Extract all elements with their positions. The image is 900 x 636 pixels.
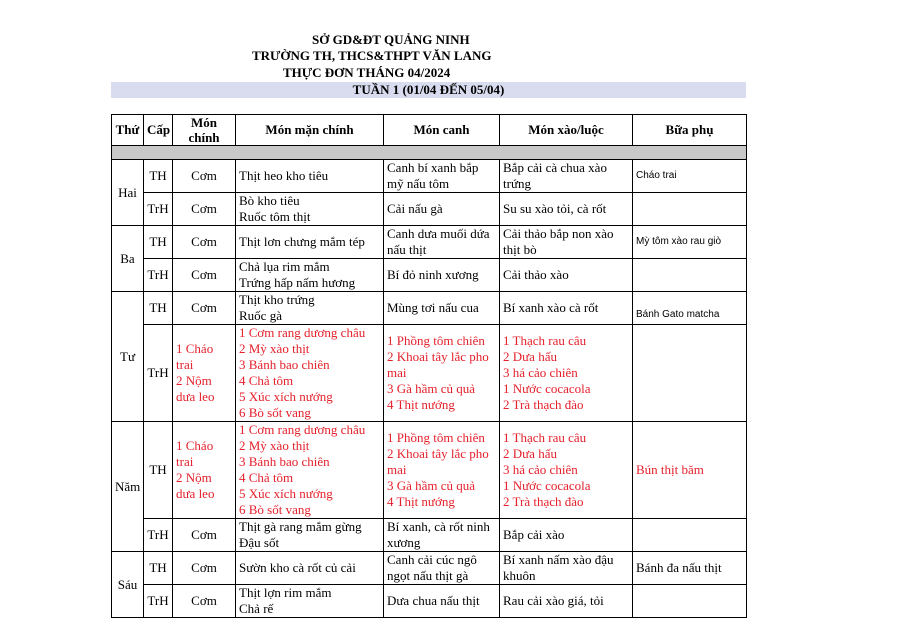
- dish-line: mỹ nấu tôm: [387, 176, 450, 191]
- dish-line: trai: [176, 454, 194, 469]
- soup-cell: [384, 226, 500, 259]
- col-header-mon-canh: Món canh: [384, 115, 500, 146]
- snack-cell: Bánh đa nấu thịt: [633, 552, 747, 585]
- snack-cell: Bún thịt băm: [633, 422, 747, 519]
- dish-line: thịt bò: [503, 242, 537, 257]
- soup-cell: [384, 422, 500, 519]
- soup-cell: [384, 193, 500, 226]
- dish-line: Bí xanh, cà rốt ninh: [387, 519, 490, 534]
- level-cell: TH: [144, 160, 173, 193]
- dish-line: Thịt gà rang mắm gừng: [239, 519, 362, 534]
- snack-cell: Bánh Gato matcha: [633, 292, 747, 325]
- stirfry-cell: [500, 226, 633, 259]
- dish-line: 3 há cảo chiên: [503, 365, 578, 380]
- table-header-row: [112, 115, 747, 146]
- dish-line: Bí xanh nấm xào đậu: [503, 552, 614, 567]
- day-cell: Ba: [112, 226, 144, 292]
- soup-cell: [384, 259, 500, 292]
- dish-line: 2 Trà thạch đào: [503, 397, 584, 412]
- snack-cell: [633, 193, 747, 226]
- dish-line: dưa leo: [176, 389, 215, 404]
- dish-line: 2 Khoai tây lắc pho: [387, 349, 489, 364]
- day-cell: Sáu: [112, 552, 144, 618]
- dish-line: 1 Phồng tôm chiên: [387, 333, 485, 348]
- col-header-mon-xao: Món xào/luộc: [500, 115, 633, 146]
- dish-line: Cải thảo xào: [503, 267, 569, 282]
- dish-line: 2 Dưa hấu: [503, 446, 557, 461]
- col-header-mon-chinh-text: Món chính: [188, 115, 220, 145]
- dish-line: trai: [176, 357, 194, 372]
- table-row: [112, 292, 747, 325]
- menu-title: THỰC ĐƠN THÁNG 04/2024: [283, 65, 451, 80]
- level-cell: TrH: [144, 519, 173, 552]
- table-row: [112, 422, 747, 519]
- savory-cell: [236, 325, 384, 422]
- dish-line: Bí xanh xào cà rốt: [503, 300, 599, 315]
- savory-cell: [236, 422, 384, 519]
- dish-line: mai: [387, 365, 407, 380]
- dish-line: 1 Thạch rau câu: [503, 430, 587, 445]
- snack-cell: [633, 325, 747, 422]
- dish-line: 2 Trà thạch đào: [503, 494, 584, 509]
- level-cell: TH: [144, 552, 173, 585]
- dish-line: 5 Xúc xích nướng: [239, 389, 333, 404]
- snack-cell: Cháo trai: [633, 160, 747, 193]
- dish-line: 1 Cơm rang dương châu: [239, 325, 366, 340]
- main-dish-cell: [173, 325, 236, 422]
- dish-line: 2 Nộm: [176, 373, 212, 388]
- dish-line: 4 Thịt nướng: [387, 494, 455, 509]
- dish-line: Sườn kho cà rốt củ cải: [239, 560, 356, 575]
- main-dish-cell: Cơm: [173, 160, 236, 193]
- department-title: SỞ GD&ĐT QUẢNG NINH: [312, 32, 470, 47]
- level-cell: TrH: [144, 325, 173, 422]
- soup-cell: [384, 160, 500, 193]
- day-cell: Năm: [112, 422, 144, 552]
- separator-row: [112, 146, 747, 160]
- dish-line: Cải thảo bắp non xào: [503, 226, 614, 241]
- dish-line: 2 Nộm: [176, 470, 212, 485]
- soup-cell: [384, 585, 500, 618]
- stirfry-cell: [500, 259, 633, 292]
- dish-line: nấu thịt: [387, 242, 427, 257]
- savory-cell: [236, 519, 384, 552]
- stirfry-cell: [500, 585, 633, 618]
- dish-line: 1 Phồng tôm chiên: [387, 430, 485, 445]
- dish-line: 6 Bò sốt vang: [239, 405, 311, 420]
- dish-line: Canh dưa muối dứa: [387, 226, 490, 241]
- savory-cell: [236, 160, 384, 193]
- dish-line: 1 Thạch rau câu: [503, 333, 587, 348]
- dish-line: Chả lụa rim mắm: [239, 259, 330, 274]
- savory-cell: [236, 552, 384, 585]
- dish-line: 6 Bò sốt vang: [239, 502, 311, 517]
- savory-cell: [236, 193, 384, 226]
- dish-line: 4 Chả tôm: [239, 373, 294, 388]
- savory-cell: [236, 292, 384, 325]
- main-dish-cell: Cơm: [173, 519, 236, 552]
- dish-line: Ruốc gà: [239, 308, 282, 323]
- dish-line: Rau cải xào giá, tỏi: [503, 593, 604, 608]
- dish-line: Bò kho tiêu: [239, 193, 300, 208]
- level-cell: TrH: [144, 259, 173, 292]
- menu-table: [111, 114, 747, 618]
- dish-line: Thịt kho trứng: [239, 292, 315, 307]
- soup-cell: [384, 292, 500, 325]
- soup-cell: [384, 325, 500, 422]
- dish-line: 3 Gà hầm củ quả: [387, 478, 476, 493]
- dish-line: mai: [387, 462, 407, 477]
- dish-line: Dưa chua nấu thịt: [387, 593, 480, 608]
- dish-line: 1 Nước cocacola: [503, 381, 591, 396]
- dish-line: Canh bí xanh bắp: [387, 160, 479, 175]
- week-banner: TUẦN 1 (01/04 ĐẾN 05/04): [111, 82, 746, 98]
- dish-line: xương: [387, 535, 421, 550]
- col-header-cap: Cấp: [144, 115, 173, 146]
- dish-line: Bắp cải xào: [503, 527, 565, 542]
- level-cell: TH: [144, 226, 173, 259]
- main-dish-cell: [173, 422, 236, 519]
- dish-line: 3 Gà hầm củ quả: [387, 381, 476, 396]
- dish-line: 5 Xúc xích nướng: [239, 486, 333, 501]
- dish-line: Bí đỏ ninh xương: [387, 267, 479, 282]
- separator-cell: [112, 146, 747, 160]
- col-header-mon-man-chinh: Món mặn chính: [236, 115, 384, 146]
- savory-cell: [236, 585, 384, 618]
- dish-line: 4 Thịt nướng: [387, 397, 455, 412]
- level-cell: TH: [144, 422, 173, 519]
- savory-cell: [236, 226, 384, 259]
- table-row: [112, 226, 747, 259]
- soup-cell: [384, 519, 500, 552]
- snack-cell: Mỳ tôm xào rau giò: [633, 226, 747, 259]
- dish-line: Thịt lơn chưng mắm tép: [239, 234, 365, 249]
- dish-line: 2 Dưa hấu: [503, 349, 557, 364]
- dish-line: Thịt lợn rim mắm: [239, 585, 332, 600]
- dish-line: Mùng tơi nấu cua: [387, 300, 479, 315]
- main-dish-cell: Cơm: [173, 259, 236, 292]
- main-dish-cell: Cơm: [173, 226, 236, 259]
- dish-line: 1 Cháo: [176, 438, 214, 453]
- dish-line: Đậu sốt: [239, 535, 280, 550]
- stirfry-cell: [500, 325, 633, 422]
- table-row: [112, 585, 747, 618]
- table-row: [112, 325, 747, 422]
- savory-cell: [236, 259, 384, 292]
- soup-cell: [384, 552, 500, 585]
- dish-line: Trứng hấp nấm hương: [239, 275, 356, 290]
- main-dish-cell: Cơm: [173, 193, 236, 226]
- snack-cell: [633, 585, 747, 618]
- dish-line: 2 Mỳ xào thịt: [239, 438, 310, 453]
- dish-line: 2 Khoai tây lắc pho: [387, 446, 489, 461]
- snack-cell: [633, 519, 747, 552]
- dish-line: Cải nấu gà: [387, 201, 443, 216]
- dish-line: Chả rế: [239, 601, 274, 616]
- dish-line: Canh cải cúc ngô: [387, 552, 477, 567]
- dish-line: khuôn: [503, 568, 536, 583]
- col-header-mon-chinh: [173, 115, 236, 146]
- dish-line: 1 Nước cocacola: [503, 478, 591, 493]
- dish-line: dưa leo: [176, 486, 215, 501]
- school-title: TRƯỜNG TH, THCS&THPT VĂN LANG: [252, 48, 492, 63]
- dish-line: Ruốc tôm thịt: [239, 209, 311, 224]
- stirfry-cell: [500, 519, 633, 552]
- dish-line: Bắp cải cà chua xào: [503, 160, 607, 175]
- dish-line: 2 Mỳ xào thịt: [239, 341, 310, 356]
- table-row: [112, 259, 747, 292]
- main-dish-cell: Cơm: [173, 585, 236, 618]
- stirfry-cell: [500, 292, 633, 325]
- table-row: [112, 193, 747, 226]
- col-header-bua-phu: Bữa phụ: [633, 115, 747, 146]
- table-row: [112, 160, 747, 193]
- stirfry-cell: [500, 160, 633, 193]
- dish-line: Su su xào tỏi, cà rốt: [503, 201, 607, 216]
- snack-cell: [633, 259, 747, 292]
- dish-line: Thịt heo kho tiêu: [239, 168, 329, 183]
- dish-line: ngọt nấu thịt gà: [387, 568, 469, 583]
- dish-line: 1 Cơm rang dương châu: [239, 422, 366, 437]
- stirfry-cell: [500, 422, 633, 519]
- level-cell: TrH: [144, 193, 173, 226]
- stirfry-cell: [500, 552, 633, 585]
- dish-line: 1 Cháo: [176, 341, 214, 356]
- day-cell: Hai: [112, 160, 144, 226]
- stirfry-cell: [500, 193, 633, 226]
- dish-line: trứng: [503, 176, 531, 191]
- table-row: [112, 552, 747, 585]
- dish-line: 4 Chả tôm: [239, 470, 294, 485]
- level-cell: TrH: [144, 585, 173, 618]
- level-cell: TH: [144, 292, 173, 325]
- col-header-thu: Thứ: [112, 115, 144, 146]
- main-dish-cell: Cơm: [173, 552, 236, 585]
- table-row: [112, 519, 747, 552]
- main-dish-cell: Cơm: [173, 292, 236, 325]
- day-cell: Tư: [112, 292, 144, 422]
- dish-line: 3 Bánh bao chiên: [239, 454, 330, 469]
- dish-line: 3 há cảo chiên: [503, 462, 578, 477]
- dish-line: 3 Bánh bao chiên: [239, 357, 330, 372]
